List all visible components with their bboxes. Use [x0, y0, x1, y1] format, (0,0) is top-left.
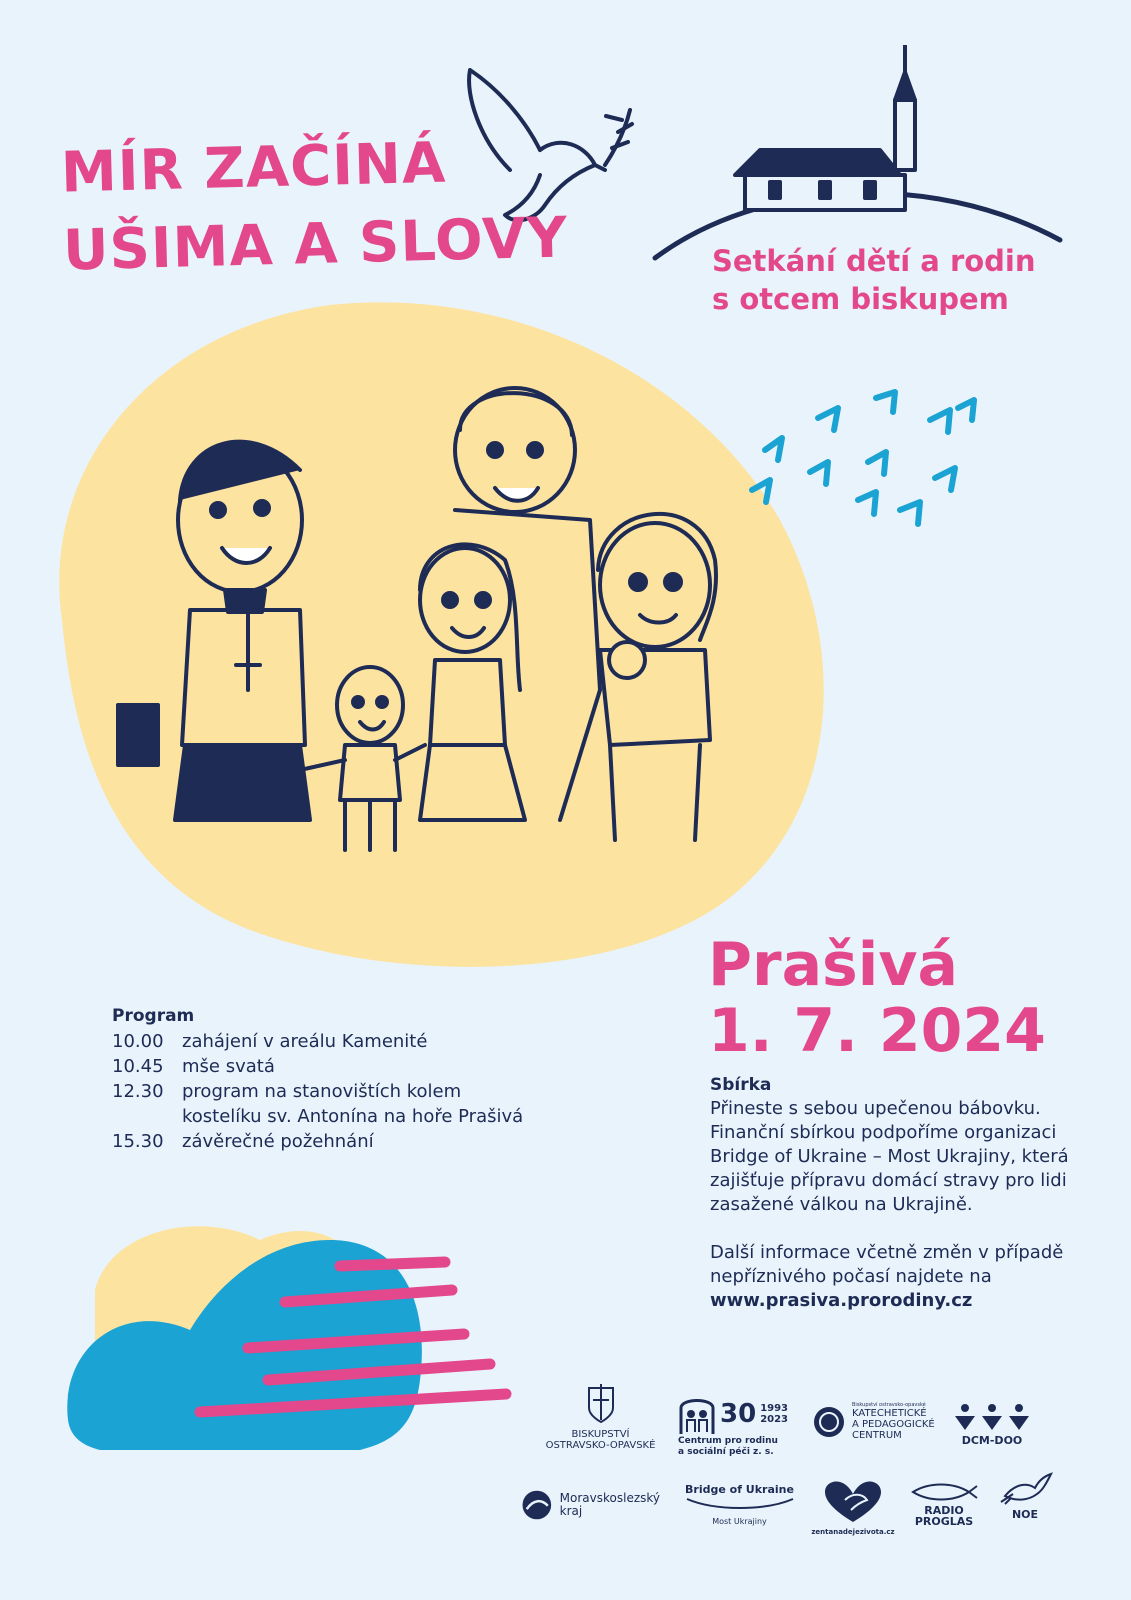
region-name-1: Moravskoslezský: [559, 1491, 660, 1505]
subtitle-line-1: Setkání dětí a rodin: [712, 244, 1036, 278]
dcm-figures-icon: [953, 1402, 1031, 1432]
kpc-seal-icon: [812, 1405, 846, 1439]
noe-dove-icon: [997, 1472, 1053, 1506]
program-item: [112, 1054, 542, 1079]
title-line-2: UŠIMA A SLOVY: [62, 205, 569, 284]
program-item: [112, 1129, 542, 1154]
heart-dove-icon: [823, 1478, 883, 1524]
bridge-name: Bridge of Ukraine: [685, 1483, 794, 1496]
program-time: 12.30: [112, 1081, 164, 1102]
collection-section: [710, 1073, 1080, 1313]
program-desc: zahájení v areálu Kamenité: [182, 1031, 428, 1052]
chevrons: [752, 392, 974, 524]
program-desc: závěrečné požehnání: [182, 1131, 374, 1152]
collection-text: Přineste s sebou upečenou bábovku. Finanční sbírkou podpoříme organizaci Bridge of Ukraine – Most Ukrajiny, která zajišťuje přípravu domácí stravy pro lidi zasažené válkou na Ukrajině.: [710, 1098, 1069, 1215]
kpc-diocese-note: Biskupství ostravsko-opavské: [852, 1402, 926, 1408]
program-desc: program na stanovištích kolem kostelíku sv. Antonína na hoře Prašivá: [182, 1081, 524, 1127]
diocese-name-2: OSTRAVSKO-OPAVSKÉ: [545, 1440, 656, 1451]
logo-zivot: [808, 1478, 898, 1538]
logo-bridge: [682, 1484, 797, 1527]
program-time: 10.00: [112, 1031, 164, 1052]
subtitle-line-2: s otcem biskupem: [712, 282, 1009, 316]
program-item: [112, 1079, 542, 1129]
noe-name: NOE: [1011, 1508, 1039, 1521]
program-time: 15.30: [112, 1131, 164, 1152]
logo-region: [520, 1486, 660, 1524]
kpc-name-3: CENTRUM: [852, 1430, 902, 1441]
logo-kpc: [812, 1402, 942, 1441]
diocese-name-1: BISKUPSTVÍ: [571, 1429, 630, 1440]
center-name-2: a sociální péči z. s.: [678, 1447, 774, 1457]
region-icon: [520, 1486, 554, 1524]
program-item: [112, 1029, 542, 1054]
website-link[interactable]: www.prasiva.prorodiny.cz: [710, 1290, 973, 1311]
logo-diocese: [538, 1382, 663, 1451]
region-name-2: kraj: [559, 1504, 583, 1518]
collection-heading: Sbírka: [710, 1075, 772, 1095]
zivot-url: zentanadejezivota.cz: [811, 1528, 895, 1536]
bridge-subname: Most Ukrajiny: [712, 1517, 767, 1526]
kpc-name-1: KATECHETICKÉ: [852, 1408, 927, 1419]
program-heading: Program: [112, 1006, 195, 1026]
kpc-name-2: A PEDAGOGICKÉ: [852, 1419, 935, 1430]
radio-fish-icon: [909, 1482, 979, 1502]
center-anniversary: 30: [720, 1398, 757, 1429]
diocese-crest-icon: [581, 1382, 621, 1426]
center-name-1: Centrum pro rodinu: [678, 1436, 778, 1446]
program-time: 10.45: [112, 1056, 164, 1077]
proglas-name: PROGLAS: [914, 1515, 974, 1528]
family-center-icon: [678, 1392, 716, 1436]
info-text: Další informace včetně změn v případě nepříznivého počasí najdete na: [710, 1242, 1064, 1287]
subtitle: [712, 242, 1036, 318]
event-location-date: [708, 932, 1046, 1064]
logo-dcm: [952, 1402, 1032, 1446]
program-desc: mše svatá: [182, 1056, 275, 1077]
church-icon: [735, 45, 915, 210]
center-year-start: 1993: [760, 1403, 789, 1414]
logo-family-center: [678, 1392, 798, 1458]
logo-noe: [995, 1472, 1055, 1520]
event-place: Prašivá: [708, 930, 958, 1000]
title-line-1: MÍR ZAČÍNÁ: [60, 130, 448, 206]
dcm-name: DCM-DOO: [961, 1434, 1023, 1447]
event-date: 1. 7. 2024: [708, 996, 1046, 1066]
program-section: [112, 1004, 542, 1154]
main-title: [60, 121, 569, 290]
center-year-end: 2023: [760, 1414, 789, 1425]
bridge-icon: [685, 1495, 795, 1513]
logo-proglas: [906, 1482, 982, 1527]
proglas-radio: RADIO: [924, 1504, 964, 1517]
